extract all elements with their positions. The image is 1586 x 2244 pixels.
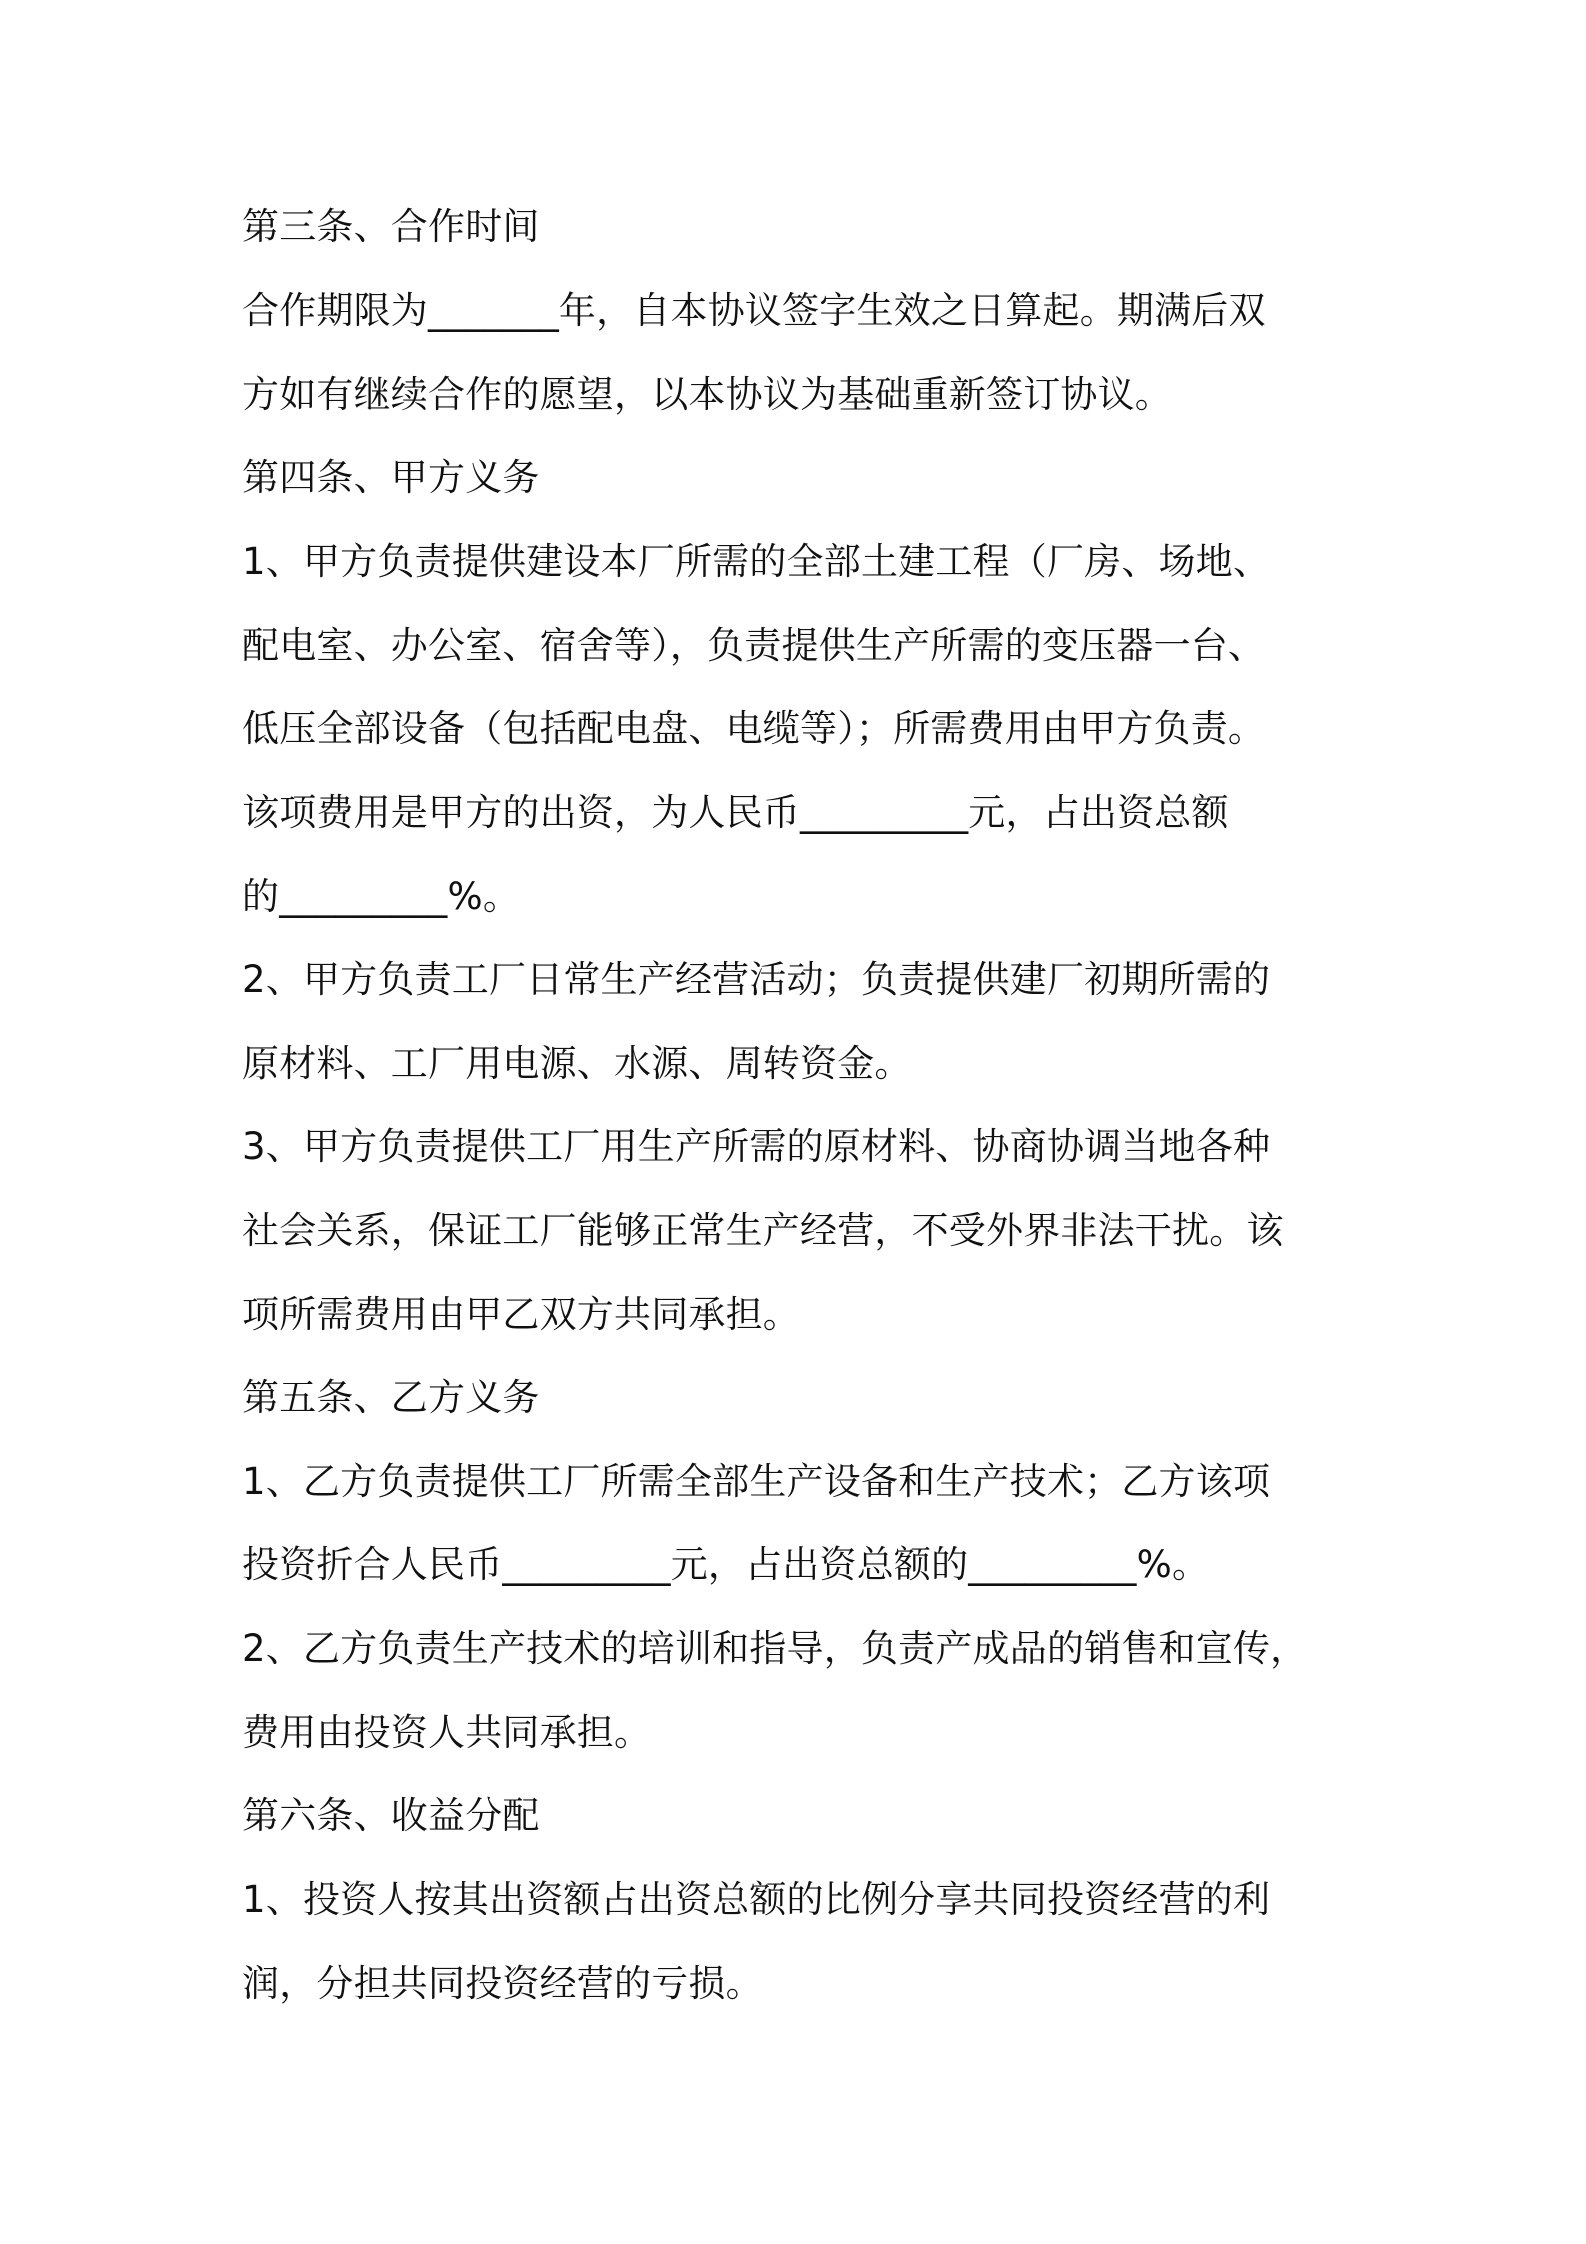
paragraph-line: 合作期限为_______年，自本协议签字生效之日算起。期满后双 xyxy=(242,289,1266,332)
paragraph-line: 原材料、工厂用电源、水源、周转资金。 xyxy=(242,1042,912,1085)
paragraph-line: 费用由投资人共同承担。 xyxy=(242,1711,652,1754)
paragraph-line: 1、乙方负责提供工厂所需全部生产设备和生产技术；乙方该项 xyxy=(242,1460,1271,1503)
section-heading-6: 第六条、收益分配 xyxy=(242,1794,540,1837)
paragraph-line: 3、甲方负责提供工厂用生产所需的原材料、协商协调当地各种 xyxy=(242,1125,1271,1168)
paragraph-line: 社会关系，保证工厂能够正常生产经营，不受外界非法干扰。该 xyxy=(242,1209,1284,1252)
section-heading-5: 第五条、乙方义务 xyxy=(242,1376,540,1419)
paragraph-line: 1、甲方负责提供建设本厂所需的全部土建工程（厂房、场地、 xyxy=(242,540,1271,583)
paragraph-line: 方如有继续合作的愿望，以本协议为基础重新签订协议。 xyxy=(242,373,1172,416)
paragraph-line: 配电室、办公室、宿舍等），负责提供生产所需的变压器一台、 xyxy=(242,624,1266,667)
paragraph-line: 2、甲方负责工厂日常生产经营活动；负责提供建厂初期所需的 xyxy=(242,958,1271,1001)
paragraph-line: 润，分担共同投资经营的亏损。 xyxy=(242,1962,763,2005)
paragraph-line: 的_________%。 xyxy=(242,875,521,918)
paragraph-line: 1、投资人按其出资额占出资总额的比例分享共同投资经营的利 xyxy=(242,1878,1271,1921)
paragraph-line: 项所需费用由甲乙双方共同承担。 xyxy=(242,1293,800,1336)
section-heading-3: 第三条、合作时间 xyxy=(242,205,540,248)
paragraph-line: 低压全部设备（包括配电盘、电缆等）；所需费用由甲方负责。 xyxy=(242,707,1266,750)
paragraph-line: 投资折合人民币_________元，占出资总额的_________%。 xyxy=(242,1543,1210,1586)
section-heading-4: 第四条、甲方义务 xyxy=(242,456,540,499)
paragraph-line: 该项费用是甲方的出资，为人民币_________元，占出资总额 xyxy=(242,791,1229,834)
paragraph-line: 2、乙方负责生产技术的培训和指导，负责产成品的销售和宣传， xyxy=(242,1627,1308,1670)
